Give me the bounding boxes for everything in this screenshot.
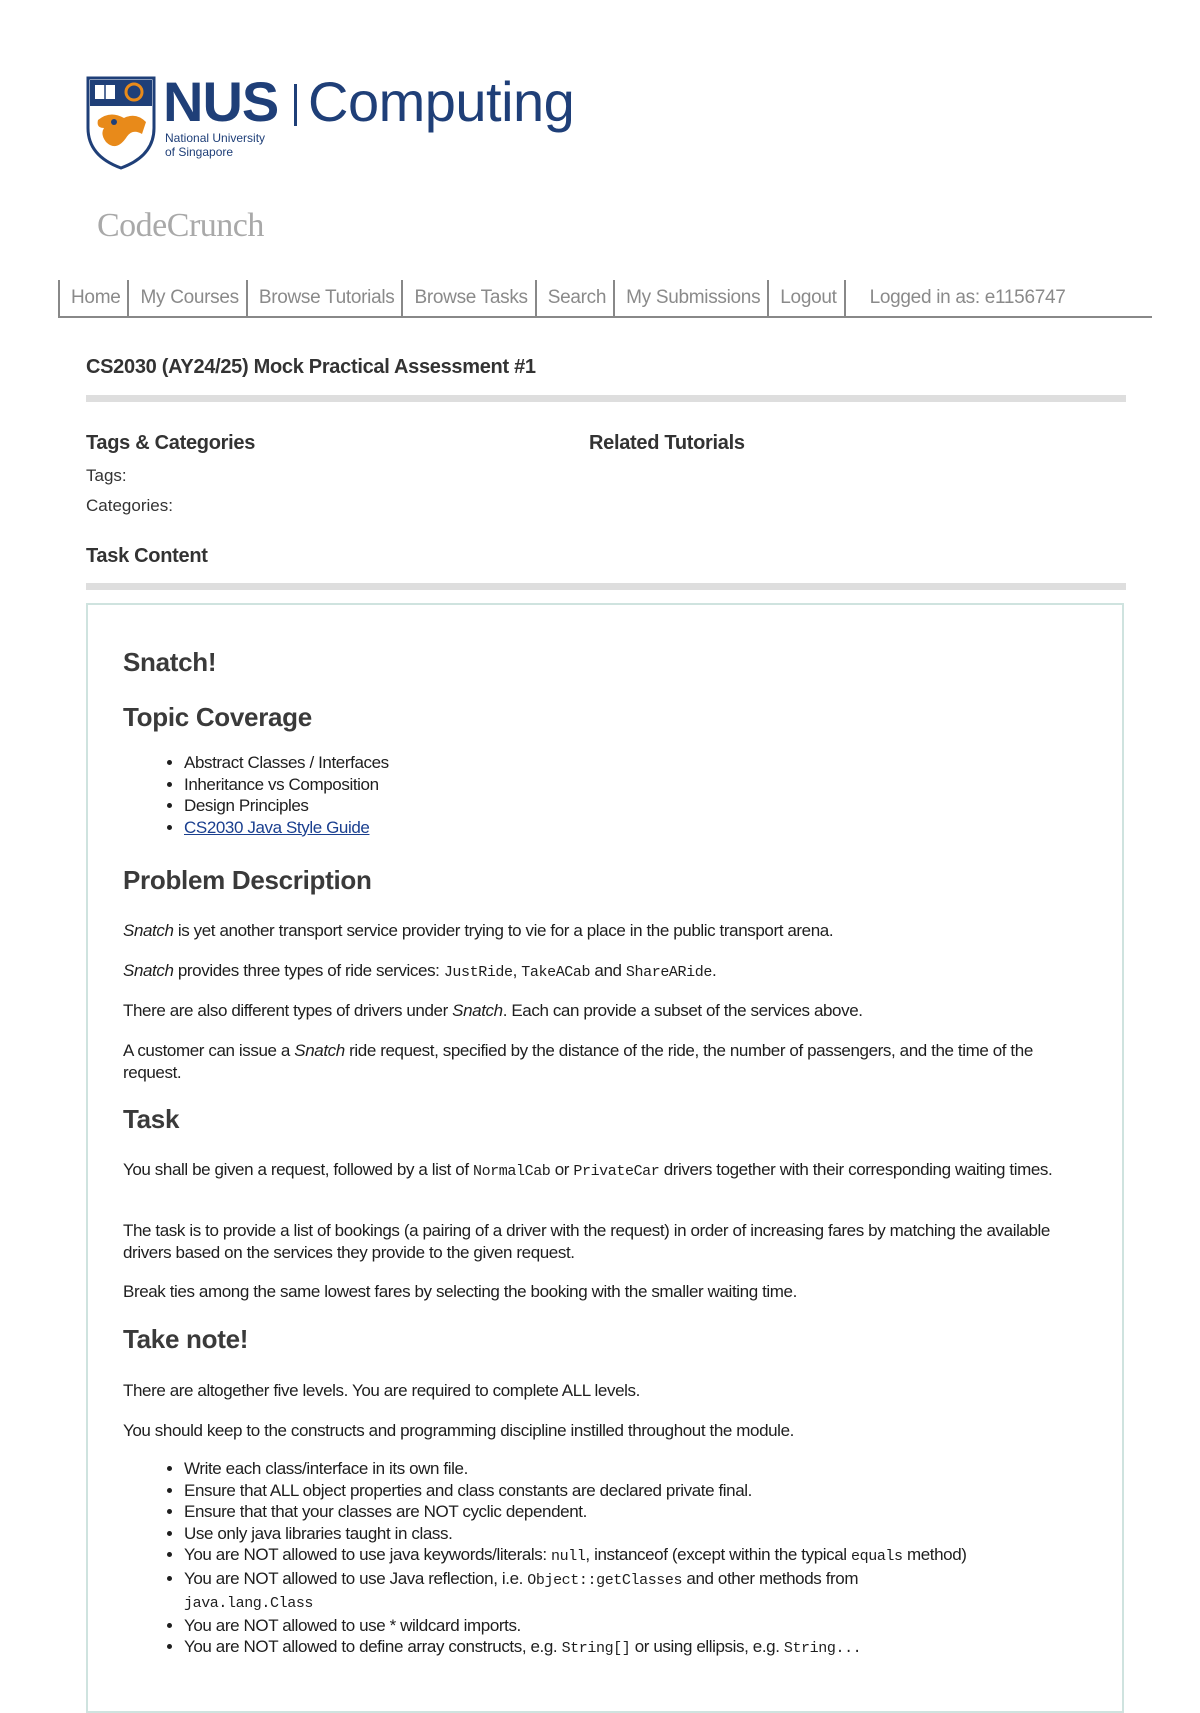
list-item: • Ensure that that your classes are NOT cyclic dependent. [184, 1501, 1114, 1523]
list-item: • You are NOT allowed to use * wildcard imports. [184, 1615, 1114, 1637]
list-item: • Use only java libraries taught in class. [184, 1523, 1114, 1545]
text: You are NOT allowed to define array constructs, e.g. [184, 1637, 562, 1656]
paragraph: The task is to provide a list of bookings (a pairing of a driver with the request) in order of increasing fares by matching the available drivers based on the services they provide to the given request. [123, 1221, 1050, 1262]
divider [86, 395, 1126, 402]
logo-divider [294, 84, 297, 126]
paragraph [123, 920, 1073, 942]
list-item: • Abstract Classes / Interfaces [184, 752, 1114, 774]
code: java.lang.Class [184, 1595, 314, 1612]
main-nav [58, 280, 1152, 318]
paragraph: There are altogether five levels. You are required to complete ALL levels. [123, 1381, 640, 1400]
code: String[] [561, 1640, 631, 1657]
code: JustRide [443, 964, 513, 981]
app-name: CodeCrunch [97, 207, 264, 244]
emphasis: Snatch [452, 1001, 503, 1020]
text: You shall be given a request, followed by a list of [123, 1160, 473, 1179]
logged-in-user: Logged in as: e1156747 [869, 287, 1066, 308]
text: You are NOT allowed to use Java reflection, i.e. [184, 1568, 528, 1588]
text: , [512, 961, 522, 980]
logo-nus-text: NUS [163, 70, 279, 133]
categories-label: Categories: [86, 496, 173, 515]
code: Object::getClasses [527, 1571, 683, 1589]
paragraph [123, 1040, 1073, 1084]
style-guide-link[interactable]: CS2030 Java Style Guide [184, 817, 370, 837]
code: null [551, 1548, 586, 1565]
text: You are NOT allowed to use java keywords/literals: [184, 1545, 552, 1564]
list-item [184, 817, 1114, 839]
text: or [550, 1160, 574, 1179]
text: and [590, 961, 626, 980]
code: PrivateCar [573, 1163, 660, 1180]
nav-home[interactable]: Home [58, 280, 127, 316]
paragraph: Break ties among the same lowest fares by selecting the booking with the smaller waiting time. [123, 1282, 797, 1301]
logo-sub-line1: National University [165, 131, 266, 145]
code: NormalCab [472, 1163, 551, 1180]
topic-coverage-heading: Topic Coverage [123, 702, 312, 732]
nav-browse-tasks[interactable]: Browse Tasks [401, 280, 534, 316]
text: method) [902, 1545, 967, 1564]
list-item [184, 1568, 1114, 1615]
text: is yet another transport service provider trying to vie for a place in the public transport arena. [173, 921, 834, 940]
paragraph [123, 1000, 1073, 1022]
list-item: • Inheritance vs Composition [184, 774, 1114, 796]
topic-list [160, 752, 1114, 838]
text: or using ellipsis, e.g. [630, 1637, 784, 1656]
emphasis: Snatch [294, 1041, 345, 1060]
code: ShareARide [625, 964, 712, 981]
paragraph: You should keep to the constructs and programming discipline instilled throughout the module. [123, 1421, 794, 1440]
rules-list [160, 1458, 1114, 1660]
nus-crest-icon [86, 76, 156, 170]
tags-label: Tags: [86, 466, 127, 485]
paragraph [123, 1159, 1073, 1183]
logo-sub-line2: of Singapore [165, 145, 234, 159]
emphasis: Snatch [123, 921, 174, 940]
text: . Each can provide a subset of the services above. [502, 1001, 863, 1020]
task-content-heading: Task Content [86, 545, 208, 567]
text: A customer can issue a [123, 1041, 295, 1060]
code: String... [783, 1640, 862, 1657]
nav-my-courses[interactable]: My Courses [127, 280, 245, 316]
nav-search[interactable]: Search [535, 280, 613, 316]
list-item [184, 1544, 1114, 1568]
list-item [184, 1636, 1114, 1660]
page-title: CS2030 (AY24/25) Mock Practical Assessment #1 [86, 356, 536, 378]
divider [86, 583, 1126, 590]
logo-university-name [165, 131, 265, 159]
nav-browse-tutorials[interactable]: Browse Tutorials [246, 280, 402, 316]
text: , instanceof (except within the typical [585, 1545, 852, 1564]
text: and other methods from [682, 1568, 859, 1588]
code: TakeACab [521, 964, 591, 981]
paragraph [123, 960, 1073, 984]
task-title: Snatch! [123, 647, 217, 677]
text: drivers together with their corresponding waiting times. [659, 1160, 1053, 1179]
nus-computing-logo [86, 70, 646, 172]
take-note-heading: Take note! [123, 1324, 249, 1354]
text: . [711, 961, 717, 980]
code: equals [851, 1548, 903, 1565]
text: provides three types of ride services: [173, 961, 444, 980]
emphasis: Snatch [123, 961, 174, 980]
task-heading: Task [123, 1104, 180, 1134]
list-item: • Write each class/interface in its own file. [184, 1458, 1114, 1480]
list-item: • Ensure that ALL object properties and class constants are declared private final. [184, 1480, 1114, 1502]
text: There are also different types of drivers under [123, 1001, 453, 1020]
text: ride request, specified by the distance of the ride, the number of passengers, and the time of the request. [123, 1041, 1033, 1082]
nav-my-submissions[interactable]: My Submissions [613, 280, 767, 316]
problem-description-heading: Problem Description [123, 865, 372, 895]
related-tutorials-heading: Related Tutorials [589, 432, 745, 454]
nav-logout[interactable]: Logout [767, 280, 845, 316]
list-item: • Design Principles [184, 795, 1114, 817]
tags-heading: Tags & Categories [86, 432, 256, 454]
logo-computing-text: Computing [308, 70, 575, 133]
